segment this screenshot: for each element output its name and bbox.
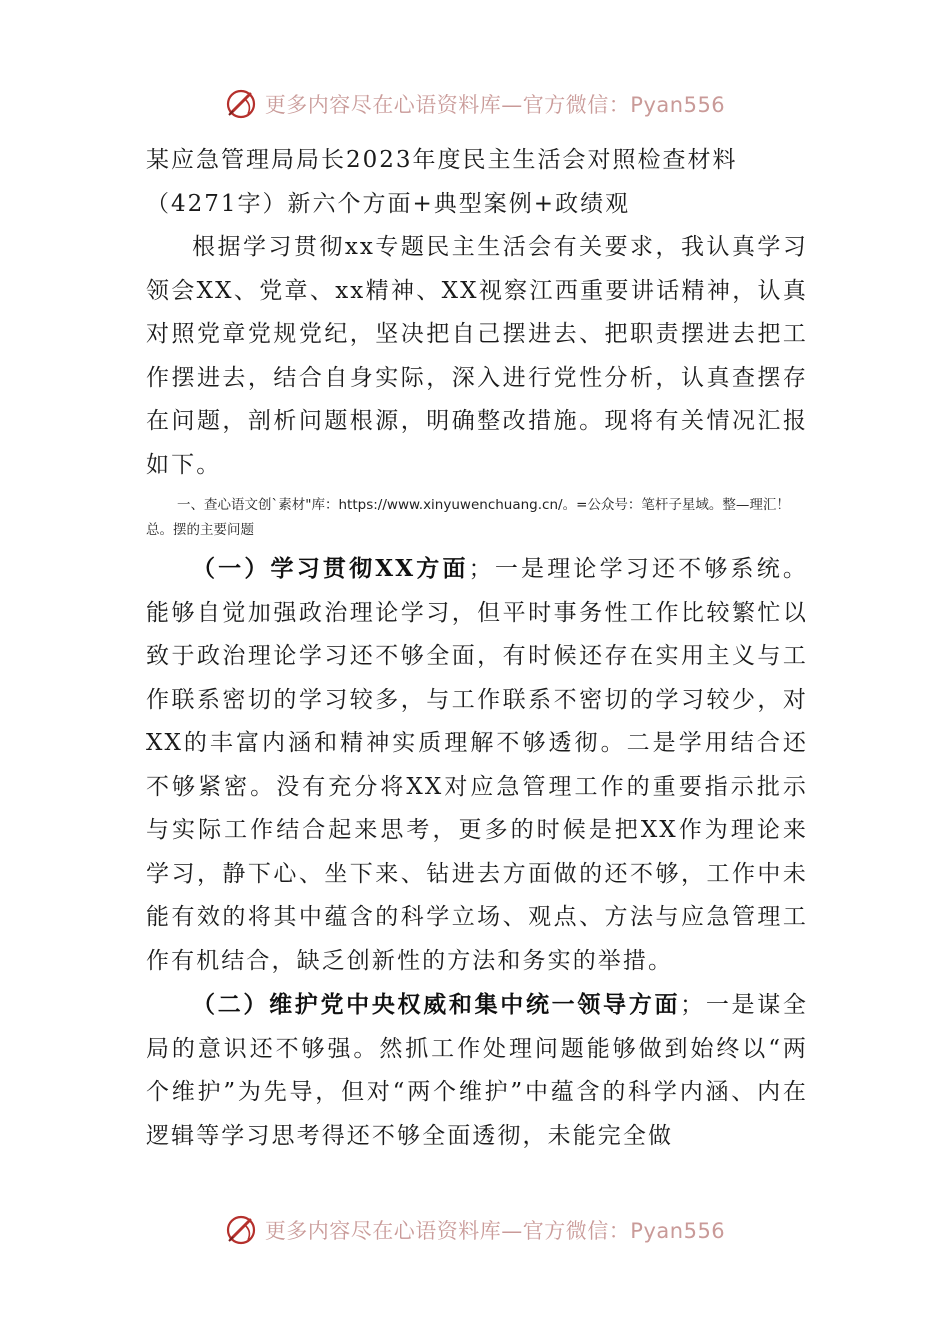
banner-text: 更多内容尽在心语资料库—官方微信：Pyan556 xyxy=(264,1219,726,1243)
section1-paragraph xyxy=(146,547,808,983)
header-banner xyxy=(0,84,950,124)
document-title-line2: （4271字）新六个方面+典型案例+政绩观 xyxy=(146,191,631,217)
section1-heading: （一）学习贯彻XX方面 xyxy=(192,555,469,582)
intro-paragraph: 根据学习贯彻xx专题民主生活会有关要求，我认真学习领会XX、党章、xx精神、XX视察江西重要讲话精神，认真对照党章党规党纪，坚决把自己摆进去、把职责摆进去把工作摆进去，结合自身实际，深入进行党性分析，认真查摆存在问题，剖析问题根源，明确整改措施。现将有关情况汇报如下。 xyxy=(146,234,808,478)
section2-body: ；一是谋全局的意识还不够强。然抓工作处理问题能够做到始终以“两个维护”为先导，但对“两个维护”中蕴含的科学内涵、内在逻辑等学习思考得还不够全面透彻，未能完全做 xyxy=(146,992,809,1149)
document-body xyxy=(146,138,808,1158)
document-title-line1: 某应急管理局局长2023年度民主生活会对照检查材料 xyxy=(146,147,738,173)
section2-heading: （二）维护党中央权威和集中统一领导方面 xyxy=(192,991,681,1018)
watermark-note: 一、查心语文创`素材"库：https://www.xinyuwenchuang.cn/。=公众号：笔杆子星域。整—理汇！总。摆的主要问题 xyxy=(146,497,790,538)
pen-circle-logo-icon xyxy=(225,87,259,121)
section1-body: ；一是理论学习还不够系统。能够自觉加强政治理论学习，但平时事务性工作比较繁忙以致于政治理论学习还不够全面，有时候还存在实用主义与工作联系密切的学习较多，与工作联系不密切的学习较少，对XX的丰富内涵和精神实质理解不够透彻。二是学用结合还不够紧密。没有充分将XX对应急管理工作的重要指示批示与实际工作结合起来思考，更多的时候是把XX作为理论来学习，静下心、坐下来、钻进去方面做的还不够，工作中未能有效的将其中蕴含的科学立场、观点、方法与应急管理工作有机结合，缺乏创新性的方法和务实的举措。 xyxy=(146,556,808,974)
footer-banner xyxy=(0,1210,950,1250)
section2-paragraph xyxy=(146,983,808,1158)
pen-circle-logo-icon xyxy=(225,1213,259,1247)
banner-text: 更多内容尽在心语资料库—官方微信：Pyan556 xyxy=(264,93,726,117)
